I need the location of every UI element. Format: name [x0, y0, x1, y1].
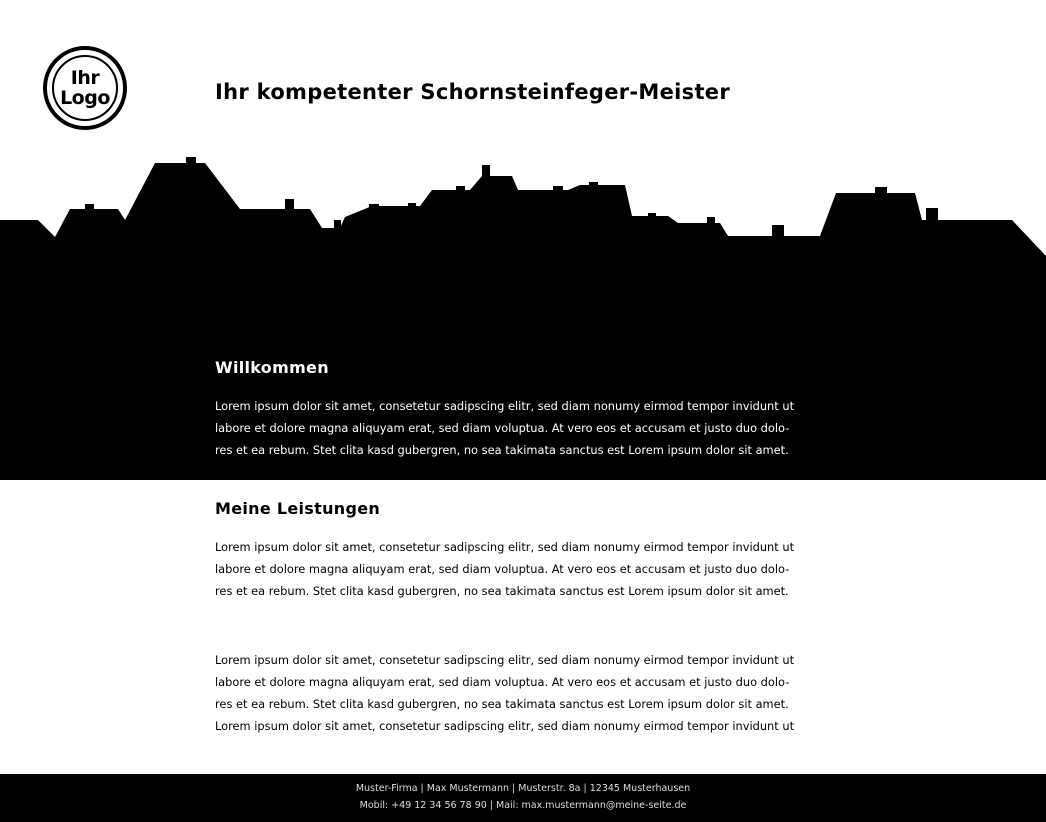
- services-heading: Meine Leistungen: [215, 499, 381, 518]
- footer-address: Muster-Firma | Max Mustermann | Musterstr. 8a | 12345 Musterhausen: [355, 783, 691, 794]
- logo[interactable]: [43, 46, 127, 130]
- footer: [0, 774, 1046, 822]
- logo-text-line1: Ihr: [70, 67, 100, 89]
- welcome-section: [215, 358, 795, 461]
- welcome-heading: Willkommen: [215, 358, 329, 377]
- services-text: Lorem ipsum dolor sit amet, consetetur sadipscing elitr, sed diam nonumy eirmod tempor invidunt ut labore et dolore magna aliquyam erat, sed diam voluptua. At vero eos et accusam et justo duo dolo-res et ea rebum. Stet clita kasd gubergren, no sea takimata sanctus est Lorem ipsum dolor sit amet.: [215, 540, 795, 598]
- services-section: [215, 499, 795, 602]
- extra-text: Lorem ipsum dolor sit amet, consetetur sadipscing elitr, sed diam nonumy eirmod tempor invidunt ut labore et dolore magna aliquyam erat, sed diam voluptua. At vero eos et accusam et justo duo dolo-res et ea rebum. Stet clita kasd gubergren, no sea takimata sanctus est Lorem ipsum dolor sit amet. Lorem ipsum dolor sit amet, consetetur sadipscing elitr, sed diam nonumy eirmod tempor invidunt ut: [215, 653, 795, 733]
- footer-contact: Mobil: +49 12 34 56 78 90 | Mail: max.mustermann@meine-seite.de: [359, 800, 687, 811]
- welcome-text: Lorem ipsum dolor sit amet, consetetur sadipscing elitr, sed diam nonumy eirmod tempor invidunt ut labore et dolore magna aliquyam erat, sed diam voluptua. At vero eos et accusam et justo duo dolo-res et ea rebum. Stet clita kasd gubergren, no sea takimata sanctus est Lorem ipsum dolor sit amet.: [215, 399, 795, 457]
- logo-text-line2: Logo: [60, 87, 110, 109]
- logo-ring: [52, 55, 118, 121]
- site-title: Ihr kompetenter Schornsteinfeger-Meister: [215, 80, 730, 104]
